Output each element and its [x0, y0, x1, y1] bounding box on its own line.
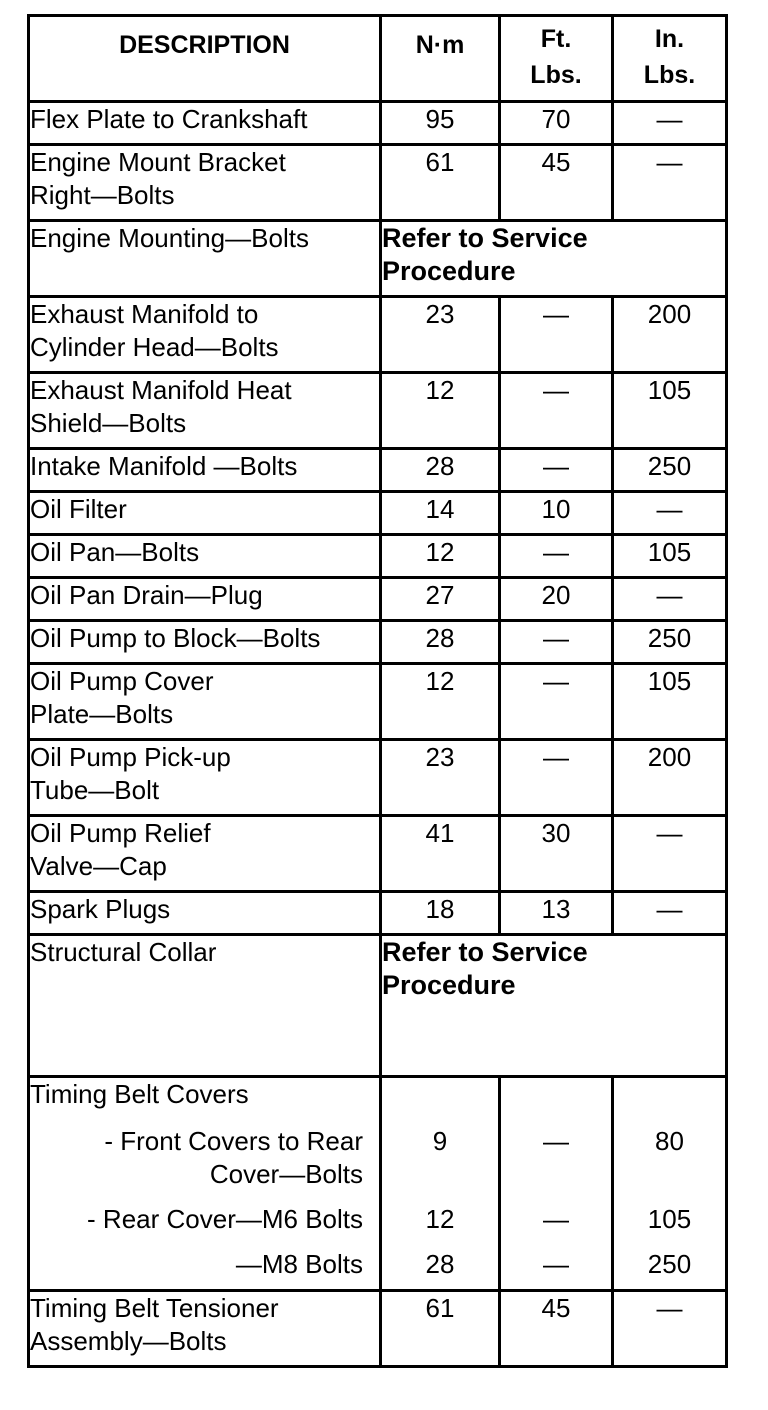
row-in-lbs: 105 [613, 373, 727, 449]
row-in-lbs: — [613, 892, 727, 935]
refer-to-service-note: Refer to Service Procedure [381, 935, 727, 1077]
table-row [29, 1077, 727, 1291]
sub-item-rear-cover-m6: - Rear Cover—M6 Bolts [87, 1204, 363, 1234]
table-row [29, 621, 727, 664]
row-nm: 9 12 28 [381, 1077, 500, 1291]
row-in-lbs: 250 [613, 449, 727, 492]
row-description: Oil Pump Relief Valve—Cap [29, 816, 381, 892]
row-ft-lbs: 13 [500, 892, 613, 935]
row-ft-lbs: 30 [500, 816, 613, 892]
table-row [29, 102, 727, 145]
row-description: Spark Plugs [29, 892, 381, 935]
row-description: Timing Belt Covers - Front Covers to Rear Cover—Bolts - Rear Cover—M6 Bolts —M8 Bolts [29, 1077, 381, 1291]
row-nm: 12 [381, 373, 500, 449]
table-row [29, 816, 727, 892]
table-row [29, 892, 727, 935]
table-row [29, 740, 727, 816]
header-ft-lbs: Ft. Lbs. [500, 16, 613, 102]
table-row [29, 221, 727, 297]
row-description: Flex Plate to Crankshaft [29, 102, 381, 145]
table-row [29, 492, 727, 535]
row-ft-lbs: — [500, 373, 613, 449]
row-ft-lbs: 20 [500, 578, 613, 621]
row-in-lbs: 200 [613, 740, 727, 816]
table-row [29, 535, 727, 578]
row-ft-lbs: — [500, 535, 613, 578]
row-nm: 41 [381, 816, 500, 892]
table-header-row [29, 16, 727, 102]
row-ft-lbs: — [500, 297, 613, 373]
row-ft-lbs: — [500, 664, 613, 740]
row-ft-lbs: — [500, 621, 613, 664]
row-description: Engine Mount Bracket Right—Bolts [29, 145, 381, 221]
row-description: Oil Pump Pick-up Tube—Bolt [29, 740, 381, 816]
header-in-lbs: In. Lbs. [613, 16, 727, 102]
row-nm: 61 [381, 1291, 500, 1367]
row-in-lbs: — [613, 578, 727, 621]
refer-to-service-note: Refer to Service Procedure [381, 221, 727, 297]
row-description: Oil Pan—Bolts [29, 535, 381, 578]
row-in-lbs: — [613, 1291, 727, 1367]
row-nm: 27 [381, 578, 500, 621]
table-row [29, 1291, 727, 1367]
table-row [29, 449, 727, 492]
table-row [29, 373, 727, 449]
row-ft-lbs: — [500, 740, 613, 816]
row-ft-lbs: — [500, 449, 613, 492]
row-nm: 12 [381, 664, 500, 740]
row-in-lbs: — [613, 816, 727, 892]
row-description: Exhaust Manifold Heat Shield—Bolts [29, 373, 381, 449]
row-in-lbs: — [613, 145, 727, 221]
row-description: Oil Filter [29, 492, 381, 535]
row-nm: 61 [381, 145, 500, 221]
row-description: Engine Mounting—Bolts [29, 221, 381, 297]
table-row [29, 935, 727, 1077]
row-nm: 23 [381, 297, 500, 373]
row-in-lbs: 250 [613, 621, 727, 664]
row-nm: 95 [381, 102, 500, 145]
row-description: Oil Pump to Block—Bolts [29, 621, 381, 664]
row-nm: 28 [381, 449, 500, 492]
sub-item-front-covers: - Front Covers to Rear Cover—Bolts [104, 1126, 363, 1189]
row-in-lbs: — [613, 102, 727, 145]
row-in-lbs: 105 [613, 535, 727, 578]
row-nm: 18 [381, 892, 500, 935]
table-row [29, 578, 727, 621]
header-description: DESCRIPTION [29, 16, 381, 102]
row-ft-lbs: — — — [500, 1077, 613, 1291]
sub-item-m8-bolts: —M8 Bolts [235, 1249, 363, 1279]
row-in-lbs: 80 105 250 [613, 1077, 727, 1291]
row-description: Structural Collar [29, 935, 381, 1077]
torque-spec-table [27, 14, 728, 1368]
row-ft-lbs: 45 [500, 145, 613, 221]
row-description: Exhaust Manifold to Cylinder Head—Bolts [29, 297, 381, 373]
row-ft-lbs: 10 [500, 492, 613, 535]
row-description: Oil Pump Cover Plate—Bolts [29, 664, 381, 740]
header-nm: N·m [381, 16, 500, 102]
row-in-lbs: — [613, 492, 727, 535]
row-in-lbs: 105 [613, 664, 727, 740]
row-description: Intake Manifold —Bolts [29, 449, 381, 492]
table-row [29, 145, 727, 221]
table-row [29, 664, 727, 740]
row-ft-lbs: 45 [500, 1291, 613, 1367]
row-description: Oil Pan Drain—Plug [29, 578, 381, 621]
row-description: Timing Belt Tensioner Assembly—Bolts [29, 1291, 381, 1367]
row-ft-lbs: 70 [500, 102, 613, 145]
row-nm: 14 [381, 492, 500, 535]
row-nm: 28 [381, 621, 500, 664]
row-nm: 12 [381, 535, 500, 578]
table-row [29, 297, 727, 373]
row-nm: 23 [381, 740, 500, 816]
row-in-lbs: 200 [613, 297, 727, 373]
